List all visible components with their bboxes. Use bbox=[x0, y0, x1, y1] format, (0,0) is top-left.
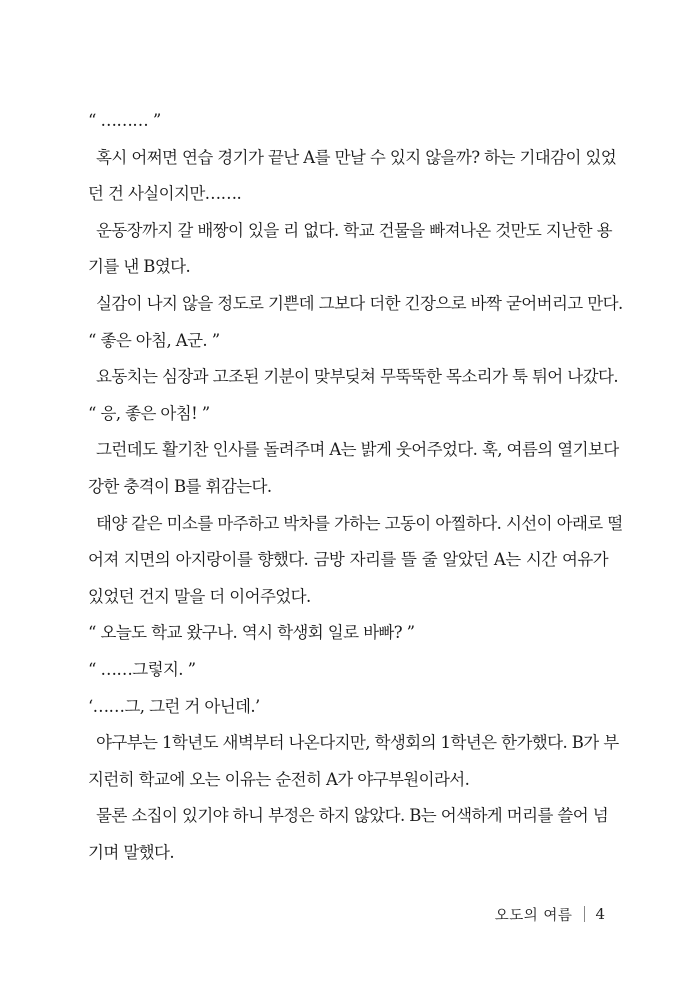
text-line-11: 강한 충격이 B를 휘감는다. bbox=[88, 476, 272, 496]
footer-divider bbox=[584, 906, 585, 922]
text-line-15: “ 오늘도 학교 왔구나. 역시 학생회 일로 바빠? ” bbox=[88, 623, 415, 643]
page-number: 4 bbox=[595, 905, 605, 923]
text-line-7: “ 좋은 아침, A군. ” bbox=[88, 330, 220, 350]
text-line-6: 실감이 나지 않을 정도로 기쁜데 그보다 더한 긴장으로 바짝 굳어버리고 만다. bbox=[96, 293, 623, 313]
text-line-19: 지런히 학교에 오는 이유는 순전히 A가 야구부원이라서. bbox=[88, 769, 470, 789]
text-line-17: ‘……그, 그런 거 아닌데.’ bbox=[88, 696, 260, 716]
text-line-1: “ ……… ” bbox=[88, 111, 161, 130]
text-line-12: 태양 같은 미소를 마주하고 박차를 가하는 고동이 아찔하다. 시선이 아래로 떨 bbox=[96, 513, 623, 533]
book-title: 오도의 여름 bbox=[494, 907, 573, 924]
text-line-2: 혹시 어쩌면 연습 경기가 끝난 A를 만날 수 있지 않을까? 하는 기대감이 있었 bbox=[96, 147, 617, 167]
text-line-18: 야구부는 1학년도 새벽부터 나온다지만, 학생회의 1학년은 한가했다. B가 부 bbox=[96, 733, 619, 753]
text-line-16: “ ……그렇지. ” bbox=[88, 659, 196, 679]
text-line-3: 던 건 사실이지만……. bbox=[88, 184, 242, 204]
text-line-14: 있었던 건지 말을 더 이어주었다. bbox=[88, 586, 311, 606]
text-line-10: 그런데도 활기찬 인사를 돌려주며 A는 밝게 웃어주었다. 훅, 여름의 열기보다 bbox=[96, 440, 619, 460]
page-body bbox=[88, 103, 623, 871]
page-footer bbox=[495, 903, 605, 925]
text-line-4: 운동장까지 갈 배짱이 있을 리 없다. 학교 건물을 빠져나온 것만도 지난한 용 bbox=[96, 220, 612, 240]
text-line-9: “ 응, 좋은 아침! ” bbox=[88, 403, 210, 423]
text-line-21: 기며 말했다. bbox=[88, 842, 174, 862]
text-line-20: 물론 소집이 있기야 하니 부정은 하지 않았다. B는 어색하게 머리를 쓸어 넘 bbox=[96, 806, 609, 826]
text-line-8: 요동치는 심장과 고조된 기분이 맞부딪쳐 무뚝뚝한 목소리가 툭 튀어 나갔다. bbox=[96, 367, 618, 387]
text-line-13: 어져 지면의 아지랑이를 향했다. 금방 자리를 뜰 줄 알았던 A는 시간 여유가 bbox=[88, 550, 608, 570]
text-line-5: 기를 낸 B였다. bbox=[88, 257, 191, 277]
